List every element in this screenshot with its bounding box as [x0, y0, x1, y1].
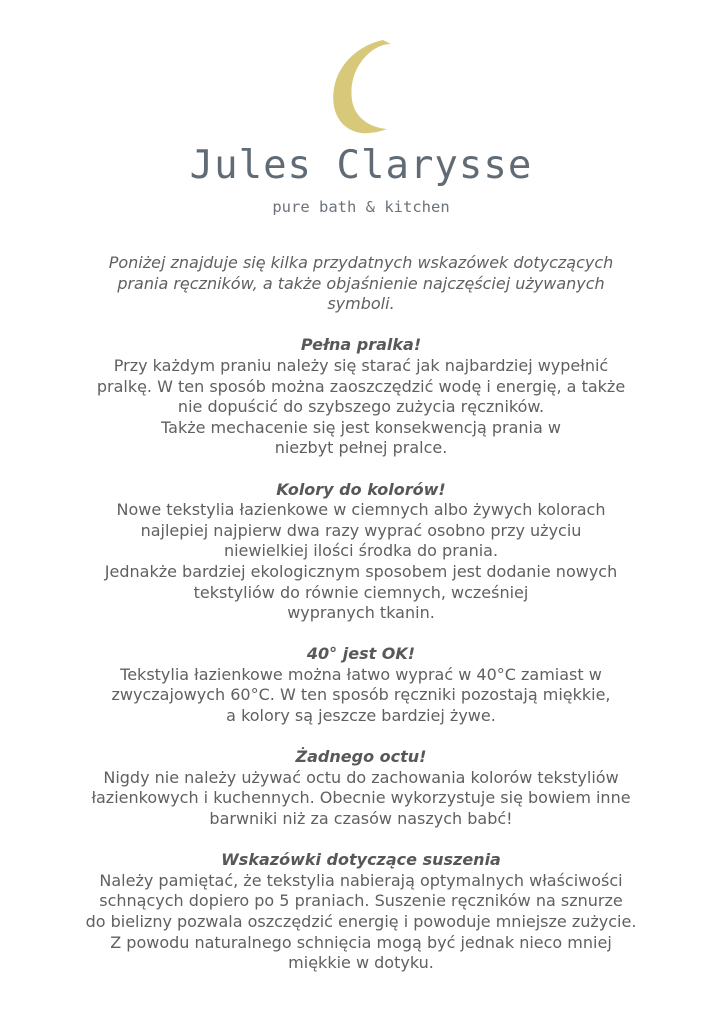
section-line: Nowe tekstylia łazienkowe w ciemnych albo żywych kolorach: [116, 500, 606, 520]
section-title: Wskazówki dotyczące suszenia: [221, 850, 501, 870]
section-line: Przy każdym praniu należy się starać jak najbardziej wypełnić: [113, 355, 609, 375]
brand-logo-c-icon: [325, 36, 393, 136]
section-line: Jednakże bardziej ekologicznym sposobem jest dodanie nowych: [104, 561, 618, 581]
section-body: [50, 871, 672, 974]
section-line: Należy pamiętać, że tekstylia nabierają optymalnych właściwości: [99, 870, 623, 890]
section-line: Tekstylia łazienkowe można łatwo wyprać w 40°C zamiast w: [120, 664, 602, 684]
section-title: Pełna pralka!: [300, 335, 422, 355]
section-body: [50, 665, 672, 727]
section-line: barwniki niż za czasów naszych babć!: [209, 809, 513, 829]
intro-line: prania ręczników, a także objaśnienie najczęściej używanych: [117, 273, 605, 293]
section-line: Nigdy nie należy używać octu do zachowania kolorów tekstyliów: [103, 767, 619, 787]
section-no-vinegar: [50, 747, 672, 829]
section-line: wypranych tkanin.: [287, 603, 435, 623]
intro-line: symboli.: [327, 294, 395, 314]
section-colors: [50, 480, 672, 624]
section-line: łazienkowych i kuchennych. Obecnie wykorzystuje się bowiem inne: [91, 788, 631, 808]
section-line: a kolory są jeszcze bardziej żywe.: [226, 706, 496, 726]
section-drying-tips: [50, 850, 672, 974]
section-title: Kolory do kolorów!: [276, 479, 446, 499]
section-body: [50, 356, 672, 459]
section-line: miękkie w dotyku.: [288, 953, 434, 973]
section-title: Żadnego octu!: [295, 747, 427, 767]
section-title: 40° jest OK!: [306, 644, 416, 664]
intro-paragraph: [50, 253, 672, 315]
section-line: schnących dopiero po 5 praniach. Suszenie ręczników na sznurze: [99, 891, 623, 911]
section-body: [50, 768, 672, 830]
section-line: Także mechacenie się jest konsekwencją prania w: [161, 417, 561, 437]
section-line: do bielizny pozwala oszczędzić energię i powoduje mniejsze zużycie.: [85, 912, 637, 931]
brand-tagline: pure bath & kitchen: [272, 198, 450, 216]
section-line: tekstyliów do równie ciemnych, wcześniej: [193, 582, 529, 602]
section-40-degrees: [50, 644, 672, 726]
section-line: Z powodu naturalnego schnięcia mogą być jednak nieco mniej: [110, 932, 612, 952]
section-line: niewielkiej ilości środka do prania.: [223, 541, 499, 561]
section-line: najlepiej najpierw dwa razy wyprać osobno przy użyciu: [140, 520, 582, 540]
section-line: zwyczajowych 60°C. W ten sposób ręczniki pozostają miękkie,: [111, 685, 611, 705]
section-line: nie dopuścić do szybszego zużycia ręczników.: [177, 397, 545, 417]
intro-line: Poniżej znajduje się kilka przydatnych wskazówek dotyczących: [108, 253, 614, 272]
section-line: pralkę. W ten sposób można zaoszczędzić wodę i energię, a także: [96, 376, 626, 396]
section-body: [50, 500, 672, 624]
brand-name: Jules Clarysse: [189, 143, 533, 188]
section-full-washer: [50, 335, 672, 459]
section-line: niezbyt pełnej pralce.: [274, 438, 448, 458]
care-instructions: [50, 253, 672, 994]
